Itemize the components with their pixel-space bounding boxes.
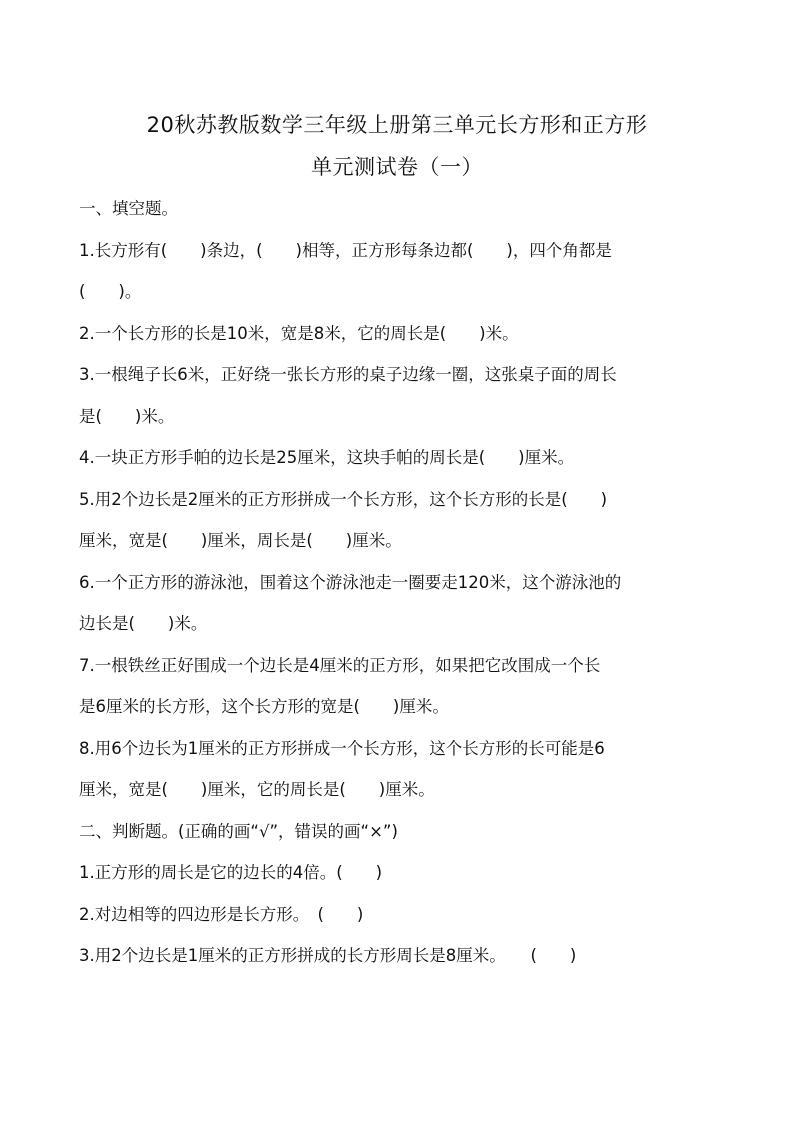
judge-question-3: 3.用2个边长是1厘米的正方形拼成的长方形周长是8厘米。 ( ) xyxy=(79,946,577,965)
document-title: 20秋苏教版数学三年级上册第三单元长方形和正方形 xyxy=(146,113,648,137)
document-body xyxy=(79,188,679,977)
section-heading-true-false: 二、判断题。(正确的画“√”，错误的画“×”) xyxy=(79,821,398,841)
question-6-line-1: 6.一个正方形的游泳池，围着这个游泳池走一圈要走120米，这个游泳池的 xyxy=(79,572,622,592)
question-7-line-2: 是6厘米的长方形，这个长方形的宽是( )厘米。 xyxy=(79,697,449,716)
question-2: 2.一个长方形的长是10米，宽是8米，它的周长是( )米。 xyxy=(79,323,519,343)
question-8-line-1: 8.用6个边长为1厘米的正方形拼成一个长方形，这个长方形的长可能是6 xyxy=(79,738,605,758)
judge-question-1: 1.正方形的周长是它的边长的4倍。( ) xyxy=(79,863,383,882)
question-6-line-2: 边长是( )米。 xyxy=(79,614,208,633)
question-4: 4.一块正方形手帕的边长是25厘米，这块手帕的周长是( )厘米。 xyxy=(79,448,575,467)
question-3-line-1: 3.一根绳子长6米，正好绕一张长方形的桌子边缘一圈，这张桌子面的周长 xyxy=(79,365,617,384)
judge-question-2: 2.对边相等的四边形是长方形。 ( ) xyxy=(79,904,364,924)
question-7-line-1: 7.一根铁丝正好围成一个边长是4厘米的正方形，如果把它改围成一个长 xyxy=(79,655,601,675)
question-8-line-2: 厘米，宽是( )厘米，它的周长是( )厘米。 xyxy=(79,780,435,799)
question-5-line-1: 5.用2个边长是2厘米的正方形拼成一个长方形，这个长方形的长是( ) xyxy=(79,489,608,509)
question-5-line-2: 厘米，宽是( )厘米，周长是( )厘米。 xyxy=(79,531,402,550)
document-subtitle: 单元测试卷（一） xyxy=(311,155,483,179)
question-3-line-2: 是( )米。 xyxy=(79,406,175,426)
title-block xyxy=(0,104,794,188)
question-1-line-2: ( )。 xyxy=(79,282,142,301)
section-heading-fill-in: 一、填空题。 xyxy=(79,199,178,218)
question-1-line-1: 1.长方形有( )条边，( )相等，正方形每条边都( )，四个角都是 xyxy=(79,240,612,260)
